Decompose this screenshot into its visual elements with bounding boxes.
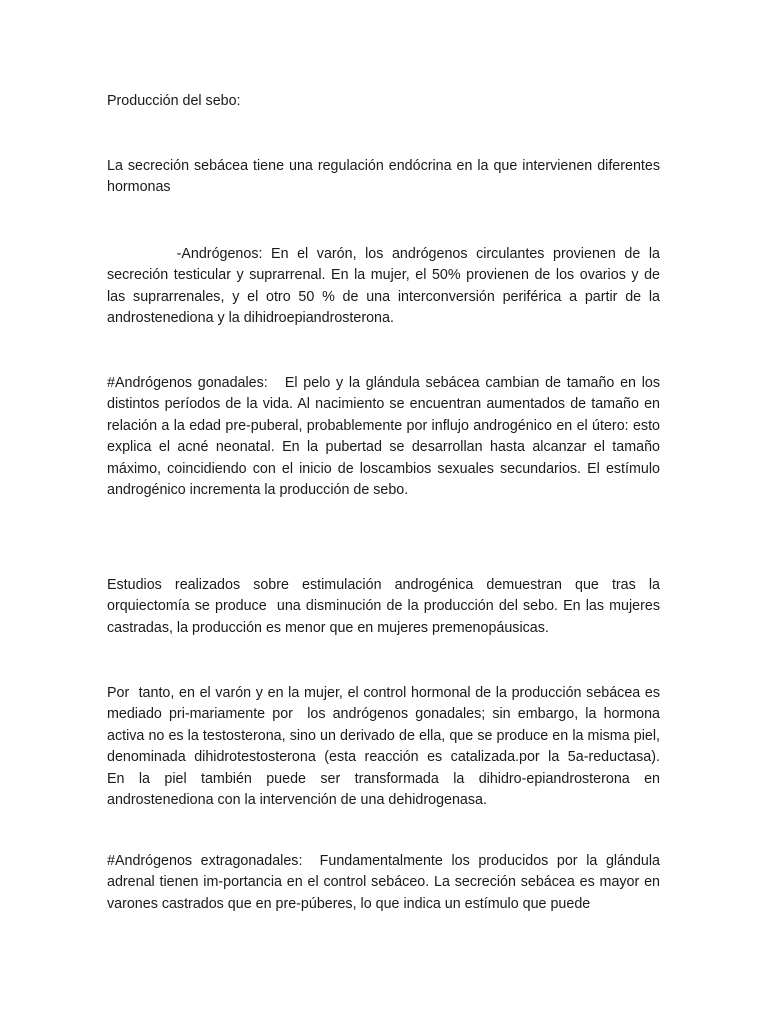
paragraph-estudios: Estudios realizados sobre estimulación androgénica demuestran que tras la orquiectomía se produce una disminución de la producción del sebo. En las mujeres castradas, la producción es menor que en mujeres premenopáusicas.: [107, 577, 664, 636]
section-heading: Producción del sebo:: [107, 93, 241, 109]
paragraph-androgenos-gonadales: #Andrógenos gonadales: El pelo y la glándula sebácea cambian de tamaño en los distintos períodos de la vida. Al nacimiento se encuentran aumentados de tamaño en relación a la edad pre-puberal, probablemente por influjo androgénico en el útero: esto explica el acné neonatal. En la pubertad se desarrollan hasta alcanzar el tamaño máximo, coincidiendo con el inicio de loscambios sexuales secundarios. El estímulo androgénico incrementa la producción de sebo.: [107, 375, 664, 499]
paragraph-intro: La secreción sebácea tiene una regulación endócrina en la que intervienen diferentes hormonas: [107, 158, 664, 196]
paragraph-androgenos-extragonadales: #Andrógenos extragonadales: Fundamentalmente los producidos por la glándula adrenal tienen im-portancia en el control sebáceo. La secreción sebácea es mayor en varones castrados que en pre-púberes, lo que indica un estímulo que puede: [107, 853, 664, 912]
paragraph-control-hormonal: Por tanto, en el varón y en la mujer, el control hormonal de la producción sebácea es mediado pri-mariamente por los andrógenos gonadales; sin embargo, la hormona activa no es la testosterona, sino un derivado de ella, que se produce en la misma piel, denominada dihidrotestosterona (esta reacción es catalizada.por la 5a-reductasa). En la piel también puede ser transformada la dihidro-epiandrosterona en androstenediona con la intervención de una dehidrogenasa.: [107, 685, 676, 809]
paragraph-androgenos: -Andrógenos: En el varón, los andrógenos circulantes provienen de la secreción testicular y suprarrenal. En la mujer, el 50% provienen de los ovarios y de las suprarrenales, y el otro 50 % de una interconversión periférica a partir de la androstenediona y la dihidroepiandrosterona.: [107, 246, 664, 327]
